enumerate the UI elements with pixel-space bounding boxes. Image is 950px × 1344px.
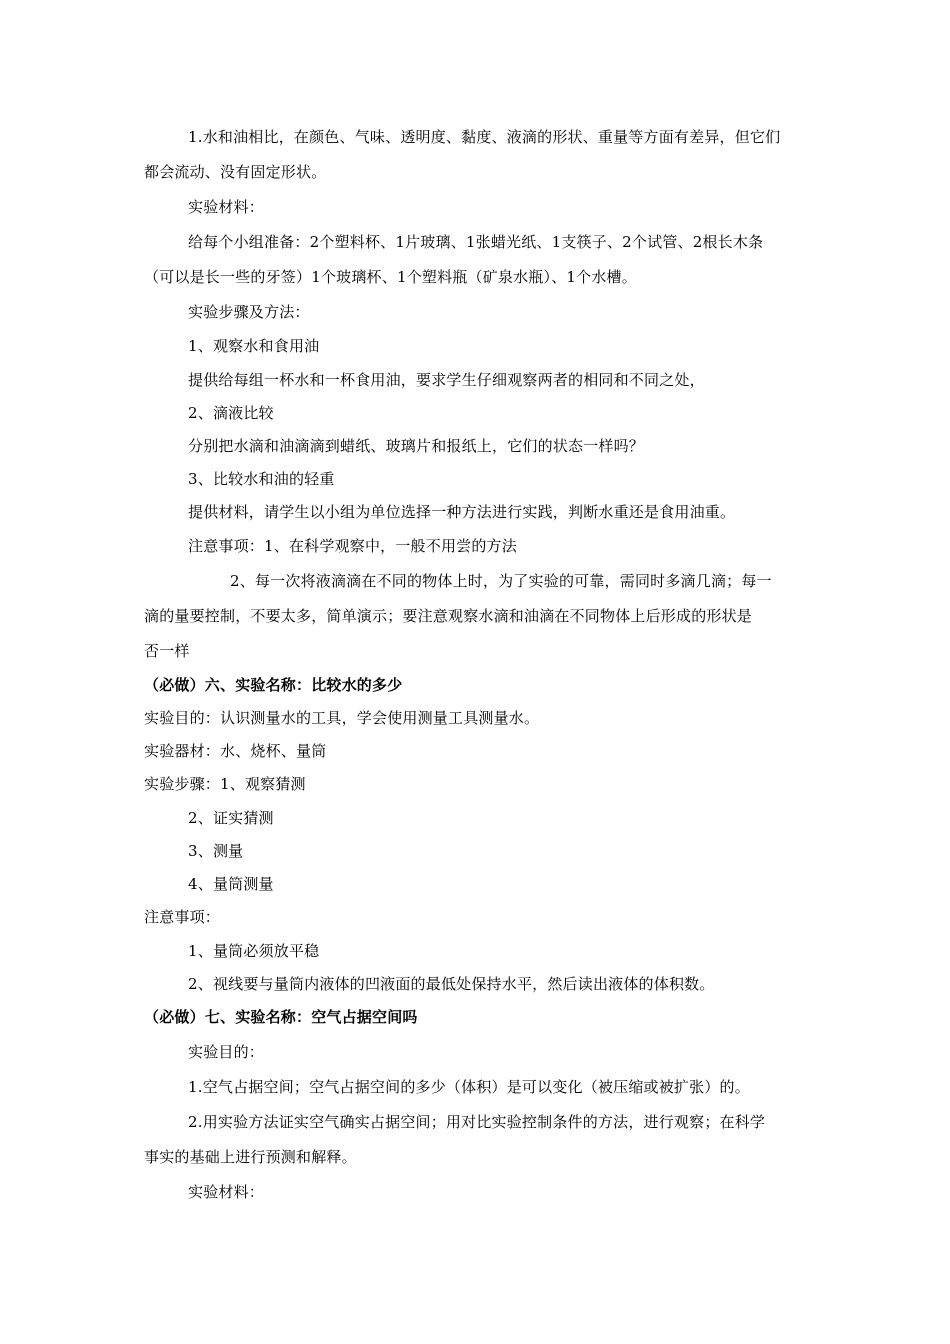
section-heading: （必做）六、实验名称：比较水的多少 — [144, 676, 403, 694]
paragraph-line: 实验目的：认识测量水的工具，学会使用测量工具测量水。 — [144, 709, 540, 727]
paragraph-line: 实验材料： — [188, 1183, 265, 1201]
paragraph-line: 分别把水滴和油滴滴到蜡纸、玻璃片和报纸上，它们的状态一样吗？ — [188, 437, 645, 455]
paragraph-line: 提供材料，请学生以小组为单位选择一种方法进行实践，判断水重还是食用油重。 — [188, 503, 736, 521]
paragraph-line: 2、视线要与量筒内液体的凹液面的最低处保持水平，然后读出液体的体积数。 — [188, 975, 715, 993]
paragraph-line: 2、证实猜测 — [188, 809, 274, 827]
paragraph-line: 1、观察水和食用油 — [188, 337, 320, 355]
paragraph-line: 否一样 — [144, 642, 190, 660]
paragraph-line: 实验材料： — [188, 198, 265, 216]
paragraph-line: 2、滴液比较 — [188, 404, 274, 422]
paragraph-line: 提供给每组一杯水和一杯食用油，要求学生仔细观察两者的相同和不同之处， — [188, 371, 705, 389]
paragraph-line: 实验步骤及方法： — [188, 303, 310, 321]
paragraph-line: 都会流动、没有固定形状。 — [144, 163, 327, 181]
paragraph-line: 注意事项： — [144, 908, 221, 926]
paragraph-line: 1.空气占据空间；空气占据空间的多少（体积）是可以变化（被压缩或被扩张）的。 — [188, 1078, 750, 1096]
paragraph-line: 实验目的： — [188, 1043, 265, 1061]
paragraph-line: 3、测量 — [188, 842, 244, 860]
paragraph-line: 事实的基础上进行预测和解释。 — [144, 1148, 357, 1166]
paragraph-line: （可以是长一些的牙签）1个玻璃杯、1个塑料瓶（矿泉水瓶）、1个水槽。 — [144, 268, 637, 286]
paragraph-line: 4、量筒测量 — [188, 875, 274, 893]
paragraph-line: 实验步骤：1、观察猜测 — [144, 775, 306, 793]
paragraph-line: 注意事项：1、在科学观察中，一般不用尝的方法 — [188, 537, 517, 555]
paragraph-line: 3、比较水和油的轻重 — [188, 470, 335, 488]
paragraph-line: 2、每一次将液滴滴在不同的物体上时，为了实验的可靠，需同时多滴几滴；每一 — [230, 572, 772, 590]
paragraph-line: 2.用实验方法证实空气确实占据空间；用对比实验控制条件的方法，进行观察；在科学 — [188, 1113, 766, 1131]
paragraph-line: 1.水和油相比，在颜色、气味、透明度、黏度、液滴的形状、重量等方面有差异，但它们 — [188, 128, 781, 146]
section-heading: （必做）七、实验名称：空气占据空间吗 — [144, 1008, 418, 1026]
paragraph-line: 实验器材：水、烧杯、量筒 — [144, 742, 327, 760]
paragraph-line: 滴的量要控制，不要太多，简单演示；要注意观察水滴和油滴在不同物体上后形成的形状是 — [144, 607, 753, 625]
paragraph-line: 给每个小组准备：2个塑料杯、1片玻璃、1张蜡光纸、1支筷子、2个试管、2根长木条 — [188, 233, 764, 251]
paragraph-line: 1、量筒必须放平稳 — [188, 942, 320, 960]
